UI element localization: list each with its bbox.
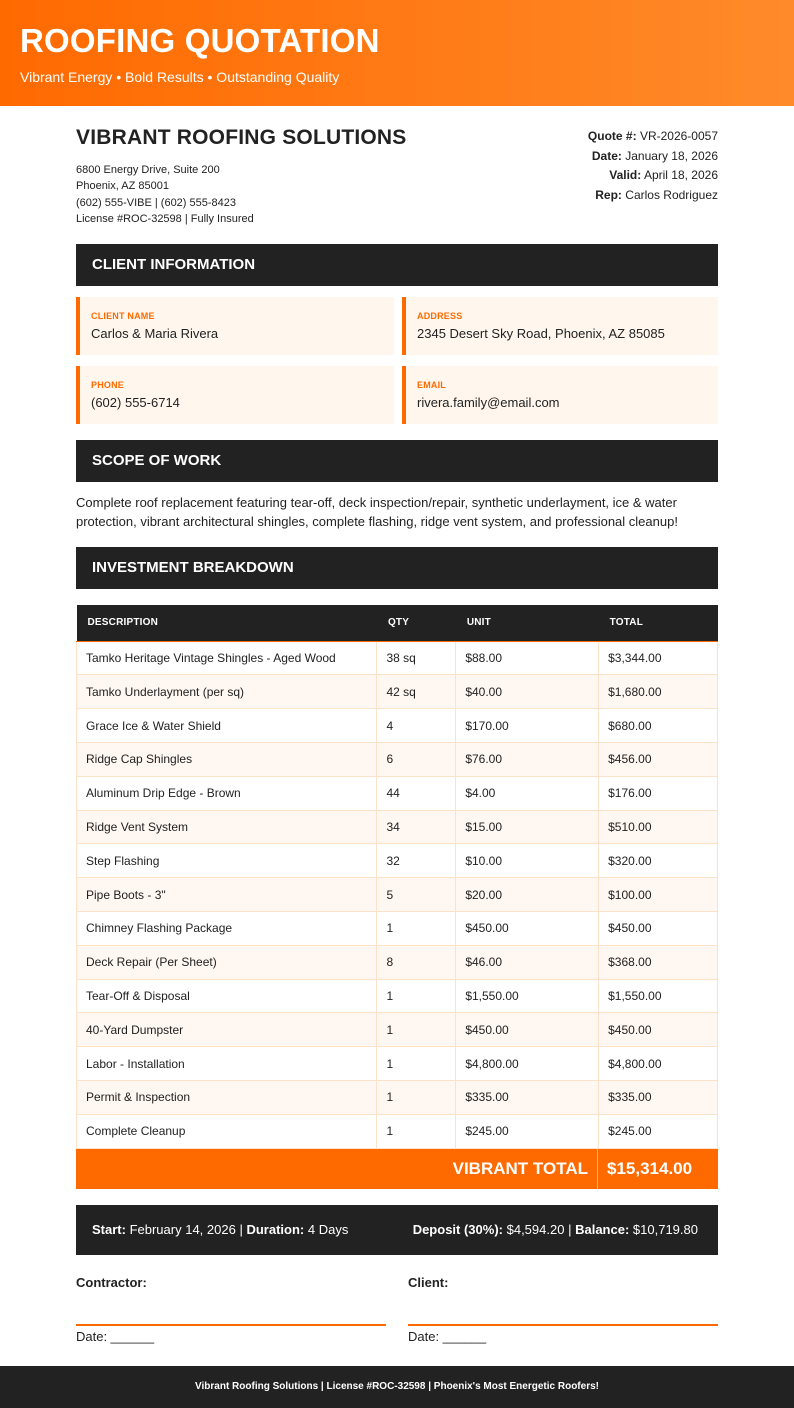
item-description: Permit & Inspection: [77, 1081, 377, 1115]
company-address-line1: 6800 Energy Drive, Suite 200: [76, 164, 220, 176]
item-qty: 1: [377, 1114, 456, 1148]
quote-date-value: January 18, 2026: [625, 148, 718, 163]
item-qty: 1: [377, 912, 456, 946]
balance-value: $10,719.80: [632, 1221, 698, 1237]
item-unit-price: $450.00: [456, 1013, 599, 1047]
quote-valid-label: Valid:: [609, 168, 642, 182]
item-unit-price: $335.00: [456, 1081, 599, 1115]
quote-date: [588, 147, 718, 167]
item-unit-price: $170.00: [456, 709, 599, 743]
item-unit-price: $88.00: [456, 641, 599, 675]
deposit-value: $4,594.20: [506, 1221, 565, 1237]
item-total: $320.00: [599, 844, 718, 878]
client-signature-line[interactable]: [408, 1290, 718, 1326]
table-row: [77, 844, 718, 878]
item-unit-price: $10.00: [456, 844, 599, 878]
grand-total-value: $15,314.00: [607, 1158, 693, 1178]
item-total: $456.00: [599, 743, 718, 777]
table-row: [77, 1047, 718, 1081]
table-row: [77, 641, 718, 675]
contractor-label: Contractor:: [76, 1274, 147, 1290]
client-phone-card: [76, 366, 394, 424]
client-signature: [408, 1275, 718, 1344]
item-qty: 1: [377, 1081, 456, 1115]
balance-label: Balance:: [575, 1221, 630, 1237]
tagline: Vibrant Energy • Bold Results • Outstanding Quality: [20, 69, 340, 85]
table-row: [77, 1013, 718, 1047]
item-qty: 42 sq: [377, 675, 456, 709]
header-banner: [0, 0, 794, 106]
duration-value: 4 Days: [307, 1221, 349, 1237]
item-description: Tamko Heritage Vintage Shingles - Aged Wood: [77, 641, 377, 675]
payment-info: [413, 1205, 698, 1255]
item-description: Labor - Installation: [77, 1047, 377, 1081]
client-info-grid: [76, 297, 718, 424]
quote-number-label: Quote #:: [587, 129, 637, 143]
signature-section: [76, 1275, 718, 1344]
client-name-value: Carlos & Maria Rivera: [91, 326, 219, 342]
payment-separator: |: [568, 1221, 572, 1237]
item-unit-price: $40.00: [456, 675, 599, 709]
item-description: Complete Cleanup: [77, 1114, 377, 1148]
table-row: [77, 912, 718, 946]
client-name-card: [76, 297, 394, 355]
column-header-qty: QTY: [377, 605, 456, 641]
item-unit-price: $450.00: [456, 912, 599, 946]
table-header-row: [77, 605, 718, 641]
item-total: $680.00: [599, 709, 718, 743]
item-unit-price: $4,800.00: [456, 1047, 599, 1081]
client-section-heading: CLIENT INFORMATION: [76, 244, 718, 286]
item-unit-price: $15.00: [456, 810, 599, 844]
line-items-table: [76, 605, 718, 1148]
company-phones: (602) 555-VIBE | (602) 555-8423: [76, 196, 237, 209]
item-qty: 1: [377, 1047, 456, 1081]
column-header-total: TOTAL: [599, 605, 718, 641]
item-qty: 44: [377, 776, 456, 810]
client-address-value: 2345 Desert Sky Road, Phoenix, AZ 85085: [417, 326, 665, 342]
item-description: Aluminum Drip Edge - Brown: [77, 776, 377, 810]
table-row: [77, 945, 718, 979]
quote-rep: [588, 186, 718, 206]
client-name-label: CLIENT NAME: [91, 311, 155, 322]
start-date: February 14, 2026: [129, 1221, 236, 1237]
item-total: $368.00: [599, 945, 718, 979]
item-total: $335.00: [599, 1081, 718, 1115]
item-total: $100.00: [599, 878, 718, 912]
client-phone-value: (602) 555-6714: [91, 395, 180, 411]
item-total: $245.00: [599, 1114, 718, 1148]
item-qty: 1: [377, 979, 456, 1013]
item-description: Chimney Flashing Package: [77, 912, 377, 946]
item-unit-price: $4.00: [456, 776, 599, 810]
company-address-line2: Phoenix, AZ 85001: [76, 180, 169, 193]
table-row: [77, 675, 718, 709]
table-row: [77, 743, 718, 777]
item-unit-price: $245.00: [456, 1114, 599, 1148]
quote-meta: [588, 126, 718, 227]
item-total: $450.00: [599, 1013, 718, 1047]
company-name: VIBRANT ROOFING SOLUTIONS: [76, 126, 407, 149]
grand-total-row: [76, 1149, 718, 1189]
document-title: ROOFING QUOTATION: [20, 22, 380, 59]
item-description: Step Flashing: [77, 844, 377, 878]
client-email-label: EMAIL: [417, 380, 446, 391]
schedule-payment-bar: [76, 1205, 718, 1255]
quote-valid-value: April 18, 2026: [643, 168, 718, 182]
contractor-signature-line[interactable]: [76, 1290, 386, 1326]
deposit-label: Deposit (30%):: [412, 1221, 503, 1237]
item-description: Ridge Vent System: [77, 810, 377, 844]
item-qty: 6: [377, 743, 456, 777]
item-total: $510.00: [599, 810, 718, 844]
item-qty: 34: [377, 810, 456, 844]
item-unit-price: $76.00: [456, 743, 599, 777]
item-description: Tamko Underlayment (per sq): [77, 675, 377, 709]
scope-description: Complete roof replacement featuring tear-off, deck inspection/repair, synthetic underlayment, ice & water protection, vibrant architectural shingles, complete flashing, ridge vent system, and professional cleanup!: [76, 495, 678, 530]
item-qty: 38 sq: [377, 641, 456, 675]
quote-body: [0, 126, 794, 1344]
table-row: [77, 1081, 718, 1115]
quote-rep-value: Carlos Rodriguez: [625, 187, 718, 202]
client-phone-label: PHONE: [91, 380, 125, 391]
item-description: Grace Ice & Water Shield: [77, 709, 377, 743]
quote-rep-label: Rep:: [595, 187, 622, 202]
start-label: Start:: [92, 1221, 126, 1237]
contractor-date: Date: ______: [76, 1328, 155, 1344]
company-license: License #ROC-32598 | Fully Insured: [76, 212, 254, 225]
scope-section-heading: SCOPE OF WORK: [76, 440, 718, 482]
item-unit-price: $20.00: [456, 878, 599, 912]
client-email-card: [402, 366, 718, 424]
page-footer: Vibrant Roofing Solutions | License #ROC-32598 | Phoenix's Most Energetic Roofers!: [0, 1366, 794, 1408]
investment-section-heading: INVESTMENT BREAKDOWN: [76, 547, 718, 589]
quote-date-label: Date:: [591, 148, 622, 163]
table-row: [77, 810, 718, 844]
item-total: $4,800.00: [599, 1047, 718, 1081]
item-qty: 8: [377, 945, 456, 979]
schedule-separator: |: [239, 1221, 243, 1237]
item-unit-price: $46.00: [456, 945, 599, 979]
column-header-description: DESCRIPTION: [77, 605, 377, 641]
line-items-body: [77, 641, 718, 1148]
item-description: Deck Repair (Per Sheet): [77, 945, 377, 979]
grand-total-label: VIBRANT TOTAL: [76, 1149, 598, 1189]
company-details: [76, 162, 407, 227]
quote-number-value: VR-2026-0057: [639, 129, 718, 143]
table-row: [77, 776, 718, 810]
item-description: Tear-Off & Disposal: [77, 979, 377, 1013]
item-total: $1,550.00: [599, 979, 718, 1013]
duration-label: Duration:: [246, 1221, 305, 1237]
contractor-signature: [76, 1275, 386, 1344]
item-description: Ridge Cap Shingles: [77, 743, 377, 777]
item-total: $176.00: [599, 776, 718, 810]
quote-number: [588, 127, 718, 147]
client-date: Date: ______: [408, 1328, 487, 1344]
client-address-label: ADDRESS: [417, 311, 463, 322]
company-info: [76, 126, 407, 227]
item-qty: 4: [377, 709, 456, 743]
item-total: $3,344.00: [599, 641, 718, 675]
client-email-value: rivera.family@email.com: [417, 395, 560, 411]
client-label: Client:: [408, 1274, 449, 1290]
item-total: $1,680.00: [599, 675, 718, 709]
table-row: [77, 878, 718, 912]
item-qty: 32: [377, 844, 456, 878]
table-row: [77, 709, 718, 743]
table-row: [77, 979, 718, 1013]
client-address-card: [402, 297, 718, 355]
company-header: [76, 126, 718, 227]
quote-valid: [588, 166, 718, 186]
column-header-unit: UNIT: [456, 605, 599, 641]
schedule-info: [92, 1205, 348, 1255]
item-description: Pipe Boots - 3": [77, 878, 377, 912]
item-qty: 5: [377, 878, 456, 912]
item-qty: 1: [377, 1013, 456, 1047]
item-total: $450.00: [599, 912, 718, 946]
table-row: [77, 1114, 718, 1148]
item-unit-price: $1,550.00: [456, 979, 599, 1013]
item-description: 40-Yard Dumpster: [77, 1013, 377, 1047]
